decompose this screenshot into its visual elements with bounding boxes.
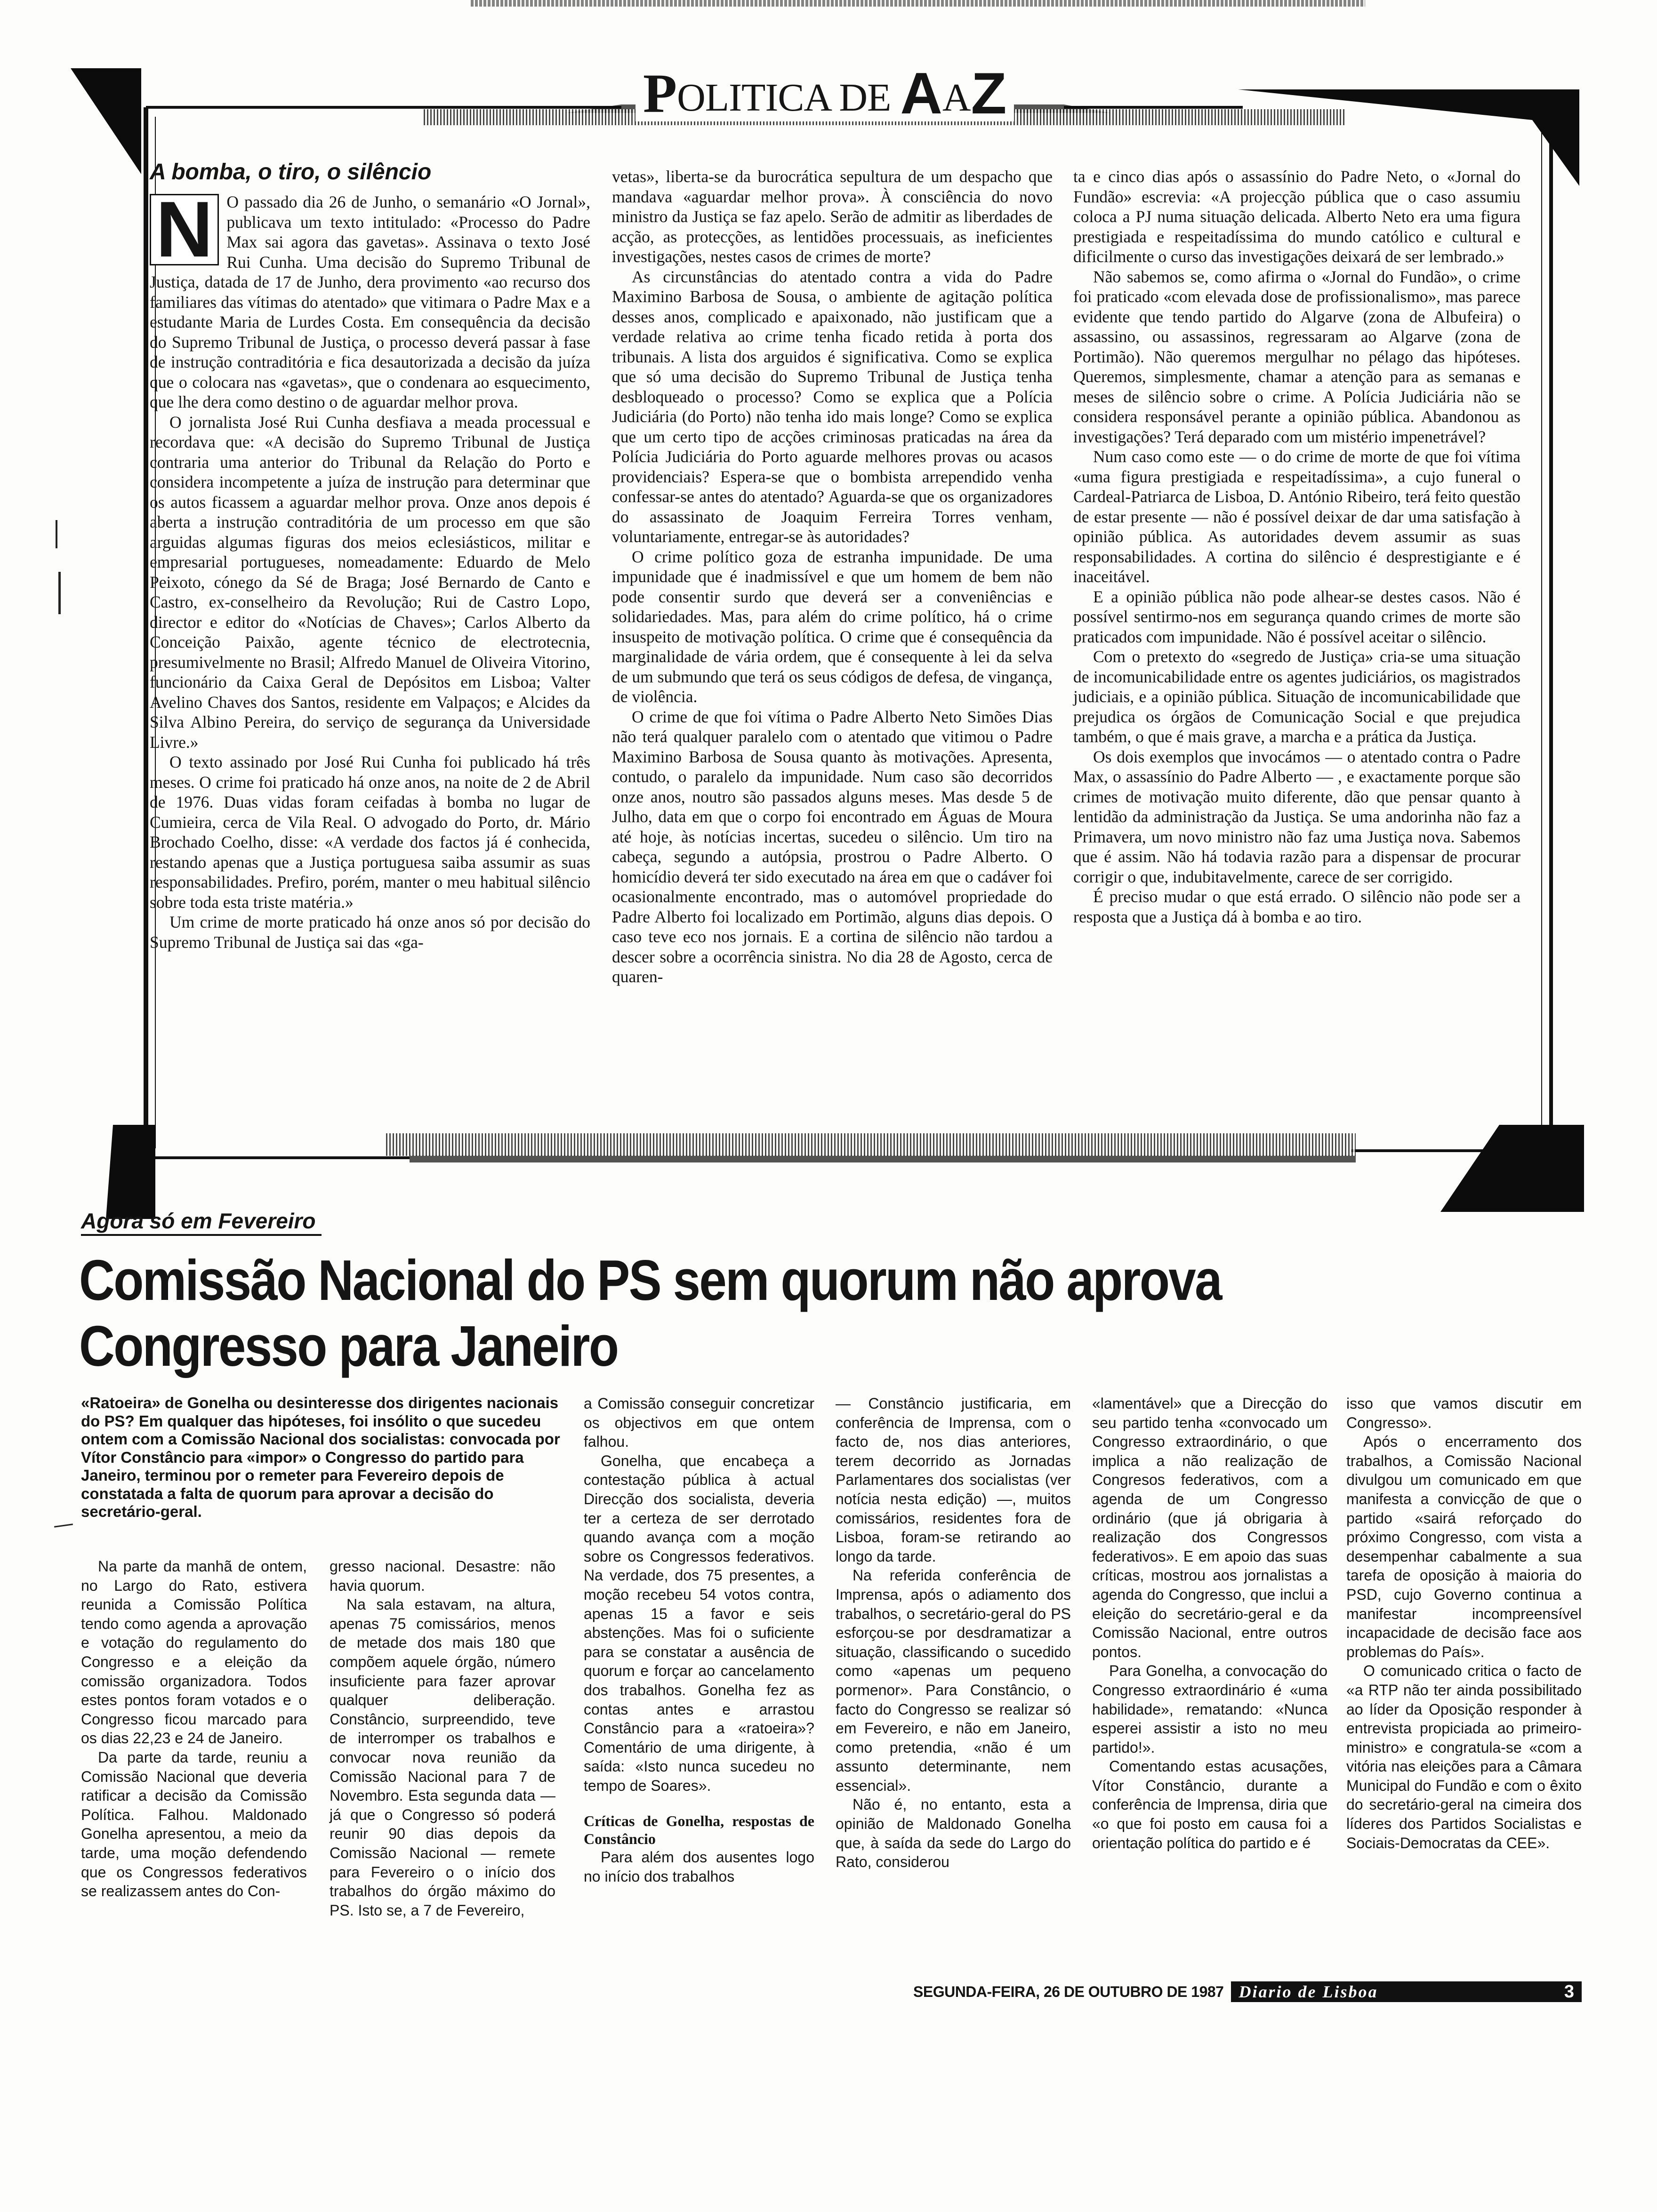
news-subhead: Críticas de Gonelha, respostas de Constâncio — [584, 1812, 814, 1848]
news-column-4 — [836, 1394, 1071, 1872]
opinion-paragraph: vetas», liberta-se da burocrática sepultura de um despacho que mandava «aguardar melhor prova». À consciência do novo ministro da Justiça se faz apelo. Serão de admitir as liberdades de acção, as protecções, as lentidões processuais, as ineficientes investigações, nestes casos de crimes de morte? — [612, 167, 1053, 266]
news-paragraph: isso que vamos discutir em Congresso». — [1346, 1395, 1582, 1431]
opinion-dropcap: N — [150, 194, 219, 265]
page-number: 3 — [1564, 1981, 1574, 2002]
opinion-column-2 — [612, 167, 1053, 987]
opinion-paragraph: ta e cinco dias após o assassínio do Padre Neto, o «Jornal do Fundão» escrevia: «A projecção pública que o caso assumiu coloca a PJ numa situação delicada. Alberto Neto era uma figura prestigiada e respeitadíssima do mundo católico e cultural e dificilmente o curso das investigações deixará de ser lembrado.» — [1073, 167, 1520, 266]
section-header-a-bold: A — [900, 61, 942, 126]
news-column-5 — [1092, 1394, 1327, 1852]
headline-line-1: Comissão Nacional do PS sem quorum não aprova — [79, 1248, 1221, 1312]
section-header — [635, 60, 1014, 126]
opinion-paragraph: E a opinião pública não pode alhear-se destes casos. Não é possível sentirmo-nos em segurança quando crimes de morte são praticados com impunidade. Não é possível aceitar o silêncio. — [1073, 587, 1520, 646]
news-column-1 — [81, 1557, 307, 1901]
opinion-paragraph: O crime de que foi vítima o Padre Alberto Neto Simões Dias não terá qualquer paralelo com o atentado que vitimou o Padre Maximino Barbosa de Sousa quanto às motivações. Apresenta, contudo, o paralelo da impunidade. Num caso são decorridos onze anos, noutro são passados alguns meses. Mas desde 5 de Julho, data em que o corpo foi encontrado em Águas de Moura até hoje, às notícias incertas, sucedeu o silêncio. Um tiro na cabeça, segundo a autópsia, prostrou o Padre Alberto. O homicídio deverá ter sido executado na área em que o cadáver foi ocasionalmente encontrado, mas o automóvel propriedade do Padre Alberto foi localizado em Portimão, alguns dias depois. O caso teve eco nos jornais. E a cortina de silêncio não tardou a descer sobre a ocorrência sinistra. No dia 28 de Agosto, cerca de quaren- — [612, 707, 1053, 986]
news-paragraph: «lamentável» que a Direcção do seu partido tenha «convocado um Congresso extraordinário, o que implica a não realização de Congresos federativos, com a agenda de um Congresso ordinário (que já obrigaria à realização dos Congressos federativos». E em apoio das suas críticas, mostrou aos jornalistas a agenda do Congresso, que inclui a eleição do secretário-geral e da Comissão Nacional, entre outros pontos. — [1092, 1395, 1327, 1660]
news-paragraph: Não é, no entanto, esta a opinião de Maldonado Gonelha que, à saída da sede do Largo do Rato, considerou — [836, 1796, 1071, 1871]
news-paragraph: gresso nacional. Desastre: não havia quorum. — [330, 1558, 555, 1594]
opinion-paragraph: É preciso mudar o que está errado. O silêncio não pode ser a resposta que a Justiça dá à bomba e ao tiro. — [1073, 887, 1520, 926]
opinion-column-1 — [150, 185, 590, 952]
footer-hatch-bar — [386, 1133, 1356, 1156]
news-paragraph: — Constâncio justificaria, em conferência de Imprensa, com o facto de, nos dias anteriores, terem decorrido as Jornadas Parlamentares dos socialistas (ver notícia nesta edição) —, muitos comissários, residentes fora de Lisboa, foram-se retirando ao longo da tarde. — [836, 1395, 1071, 1565]
news-paragraph: a Comissão conseguir concretizar os objectivos em que ontem falhou. — [584, 1395, 814, 1451]
section-header-a-outline: A — [942, 76, 971, 120]
frame-corner-top-left — [71, 68, 141, 174]
opinion-paragraph: O passado dia 26 de Junho, o semanário «O Jornal», publicava um texto intitulado: «Processo do Padre Max sai agora das gavetas». Assinava o texto José Rui Cunha. Uma decisão do Supremo Tribunal de Justiça, datada de 17 de Junho, dera provimento «ao recurso dos familiares das vítimas do atentado» que vitimara o Padre Max e a estudante Maria de Lurdes Costa. Em consequência da decisão do Supremo Tribunal de Justiça, o processo deverá passar à fase de instrução contraditória e fica desautorizada a decisão da juíza que o colocara nas «gavetas», que o condenara ao esquecimento, que lhe dera como destino o de aguardar melhor prova. — [150, 192, 590, 411]
masthead-name: Diario de Lisboa — [1239, 1982, 1378, 2001]
frame-corner-bottom-right — [1440, 1125, 1584, 1212]
opinion-paragraph: O jornalista José Rui Cunha desfiava a meada processual e recordava que: «A decisão do Supremo Tribunal de Justiça contraria uma anterior do Tribunal da Relação do Porto e considera incompetente a juíza de instrução para determinar que os autos ficassem a aguardar melhor prova. Onze anos depois é aberta a instrução contraditória de um processo em que são arguidas algumas figuras dos meios eclesiásticos, militar e empresarial portugueses, nomeadamente: Eduardo de Melo Peixoto, cónego da Sé de Braga; José Bernardo de Canto e Castro, ex-conselheiro da Revolução; Rui de Castro Lopo, director e editor do «Notícias de Chaves»; Carlos Alberto da Conceição Paixão, agente técnico de electrotecnia, presumivelmente no Brasil; Alfredo Manuel de Oliveira Vitorino, funcionário da Caixa Geral de Depósitos em Lisboa; Valter Avelino Chaves dos Santos, residente em Valpaços; e Alcides da Silva Albino Pereira, do serviço de segurança da Universidade Livre.» — [150, 412, 590, 752]
news-paragraph: Após o encerramento dos trabalhos, a Comissão Nacional divulgou um comunicado em que manifesta a convicção de que o partido «sairá reforçado do próximo Congresso, com vista a desempenhar cabalmente a sua tarefa de oposição à maioria do PSD, cujo Governo continua a manifestar incompreensível incapacidade de decisão face aos problemas do País». — [1346, 1433, 1582, 1660]
news-paragraph: Comentando estas acusações, Vítor Constâncio, durante a conferência de Imprensa, diria que «o que foi posto em causa foi a orientação política do partido e é — [1092, 1758, 1327, 1851]
opinion-paragraph: Não sabemos se, como afirma o «Jornal do Fundão», o crime foi praticado «com elevada dose de profissionalismo», mas parece evidente que tendo partido do Algarve (zona de Albufeira) o assassino, ou assassinos, regressaram ao Algarve (zona de Portimão). Não queremos mergulhar no pélago das hipóteses. Queremos, simplesmente, chamar a atenção para as semanas e meses de silêncio sobre o crime. A Polícia Judiciária não se considera responsável perante a opinião pública. Abandonou as investigações? Terá deparado com um mistério impenetrável? — [1073, 267, 1520, 446]
opinion-paragraph: Com o pretexto do «segredo de Justiça» cria-se uma situação de incomunicabilidade entre os agentes judiciários, os magistrados judiciais, e a opinião pública. Situação de incomunicabilidade que prejudica os órgãos de Comunicação Social e que prejudica também, o que é mais grave, a marcha e a prática da Justiça. — [1073, 647, 1520, 746]
headline-line-2: Congresso para Janeiro — [79, 1314, 618, 1378]
news-paragraph: Gonelha, que encabeça a contestação pública à actual Direcção dos socialista, deveria ter a certeza de ser derrotado quando avança com a moção sobre os Congressos federativos. Na verdade, dos 75 presentes, a moção recebeu 54 votos contra, apenas 15 a favor e seis abstenções. Mas foi o suficiente para se constatar a ausência de quorum e forçar ao cancelamento dos trabalhos. Gonelha fez as contas antes e arrastou Constâncio para a «ratoeira»? Comentário de uma dirigente, à saída: «Isto nunca sucedeu no tempo de Soares». — [584, 1452, 814, 1794]
headline — [79, 1247, 1221, 1379]
scan-mark — [54, 1523, 73, 1528]
opinion-paragraph: As circunstâncias do atentado contra a vida do Padre Maximino Barbosa de Sousa, o ambiente de agitação política desses anos, complicado e apaixonado, não justificam que a verdade relativa ao crime tenha ficado retida à porta dos tribunais. A lista dos arguidos é significativa. Como se explica que só uma decisão do Supremo Tribunal de Justiça tenha desbloqueado o processo? Como se explica que a Polícia Judiciária (do Porto) não tenha ido mais longe? Como se explica que um certo tipo de acções criminosas praticadas na área da Polícia Judiciária do Porto aguarde melhores provas ou acasos providenciais? Espera-se que o bombista arrependido venha confessar-se antes do atentado? Aguarda-se que os organizadores do assassinato de Joaquim Ferreira Torres venham, voluntariamente, entregar-se às autoridades? — [612, 267, 1053, 546]
news-column-3 — [584, 1394, 814, 1886]
news-paragraph: Para além dos ausentes logo no início dos trabalhos — [584, 1849, 814, 1885]
news-paragraph: Na referida conferência de Imprensa, após o adiamento dos trabalhos, o secretário-geral do PS esforçou-se por desdramatizar a situação, classificando o sucedido como «apenas um pequeno pormenor». Para Constâncio, o facto do Congresso se realizar só em Fevereiro, e não em Janeiro, como pretendia, «não é um assunto determinante, nem essencial». — [836, 1567, 1071, 1794]
opinion-column-3 — [1073, 167, 1520, 927]
news-column-6 — [1346, 1394, 1582, 1852]
news-paragraph: O comunicado critica o facto de «a RTP não ter ainda possibilitado ao líder da Oposição responder à entrevista propiciada ao primeiro-ministro» e congratula-se «com a vitória nas eleições para a Câmara Municipal do Fundão e com o êxito do secretário-geral na cimeira dos líderes dos Partidos Socialistas e Sociais-Democratas da CEE». — [1346, 1662, 1582, 1851]
opinion-paragraph: Num caso como este — o do crime de morte de que foi vítima «uma figura prestigiada e respeitadíssima», a cujo funeral o Cardeal-Patriarca de Lisboa, D. António Ribeiro, terá feito questão de estar presente — não é possível deixar de dar uma satisfação à opinião pública. As autoridades devem assumir as suas responsabilidades. A cortina do silêncio é desprestigiante e é inaceitável. — [1073, 447, 1520, 586]
opinion-title: A bomba, o tiro, o silêncio — [150, 160, 432, 184]
news-column-2 — [330, 1557, 555, 1920]
footer-masthead — [1231, 1981, 1582, 2002]
section-header-initial: P — [643, 63, 677, 124]
section-header-title: OLITICA DE — [677, 76, 901, 120]
news-paragraph: Para Gonelha, a convocação do Congresso extraordinário é «uma habilidade», rematando: «Nunca esperei assistir a isto no meu partido!». — [1092, 1662, 1327, 1756]
news-paragraph: Da parte da tarde, reuniu a Comissão Nacional que deveria ratificar a decisão da Comissão Política. Falhou. Maldonado Gonelha apresentou, a meio da tarde, uma moção defendendo que os Congressos federativos se realizassem antes do Con- — [81, 1748, 307, 1900]
section-header-z: Z — [971, 61, 1007, 126]
frame-corner-bottom-left — [106, 1125, 155, 1219]
opinion-paragraph: O texto assinado por José Rui Cunha foi publicado há três meses. O crime foi praticado há onze anos, na noite de 2 de Abril de 1976. Duas vidas foram ceifadas à bomba no lugar de Cumieira, cerca de Vila Real. O advogado do Porto, dr. Mário Brochado Coelho, disse: «A verdade dos factos já é conhecida, restando apenas que a Justiça portuguesa saiba assumir as suas responsabilidades. Prefiro, porém, manter o meu habitual silêncio sobre toda esta triste matéria.» — [150, 753, 590, 912]
news-lead: «Ratoeira» de Gonelha ou desinteresse dos dirigentes nacionais do PS? Em qualquer das hipóteses, foi insólito o que sucedeu ontem com a Comissão Nacional dos socialistas: convocada por Vítor Constâncio para «impor» o Congresso do partido para Janeiro, terminou por o remeter para Fevereiro depois de constatada a falta de quorum para aprovar a decisão do secretário-geral. — [81, 1394, 560, 1520]
scan-mark — [58, 572, 61, 614]
opinion-paragraph: O crime político goza de estranha impunidade. De uma impunidade que é inadmissível e que um homem de bem não pode consentir surdo que deverá ser a conveniências e solidariedades. Mas, para além do crime político, há o crime insuspeito de motivação política. O crime que é consequência da marginalidade de vária ordem, que é consequente à lei da selva de um submundo que terá os seus códigos de defesa, de vingança, de violência. — [612, 547, 1053, 706]
scan-mark — [56, 520, 57, 548]
news-paragraph: Na sala estavam, na altura, apenas 75 comissários, menos de metade dos mais 180 que compõem aquele órgão, número insuficiente para fazer aprovar qualquer deliberação. Constâncio, surpreendido, teve de interromper os trabalhos e convocar nova reunião da Comissão Nacional para 7 de Novembro. Esta segunda data — já que o Congresso só poderá reunir 90 dias depois da Comissão Nacional — remete para Fevereiro o o início dos trabalhos do órgão máximo do PS. Isto se, a 7 de Fevereiro, — [330, 1596, 555, 1919]
opinion-paragraph: Os dois exemplos que invocámos — o atentado contra o Padre Max, o assassínio do Padre Alberto — , e exactamente porque são crimes de motivação muito diferente, dão que pensar quanto à lentidão da administração da Justiça. Se uma andorinha não faz a Primavera, um novo ministro não faz uma Justiça nova. Sabemos que é assim. Não há todavia razão para a dispensar de procurar corrigir o que, indubitavelmente, carece de ser corrigido. — [1073, 747, 1520, 886]
news-kicker: Agora só em Fevereiro — [81, 1208, 322, 1236]
footer-date: SEGUNDA-FEIRA, 26 DE OUTUBRO DE 1987 — [913, 1983, 1224, 2000]
opinion-paragraph: Um crime de morte praticado há onze anos só por decisão do Supremo Tribunal de Justiça sai das «ga- — [150, 913, 590, 952]
page-footer — [913, 1980, 1582, 2003]
news-paragraph: Na parte da manhã de ontem, no Largo do Rato, estivera reunida a Comissão Política tendo como agenda a aprovação e votação do regulamento do Congresso e a eleição da comissão organizadora. Todos estes pontos foram votados e o Congresso ficou marcado para os dias 22,23 e 24 de Janeiro. — [81, 1558, 307, 1747]
